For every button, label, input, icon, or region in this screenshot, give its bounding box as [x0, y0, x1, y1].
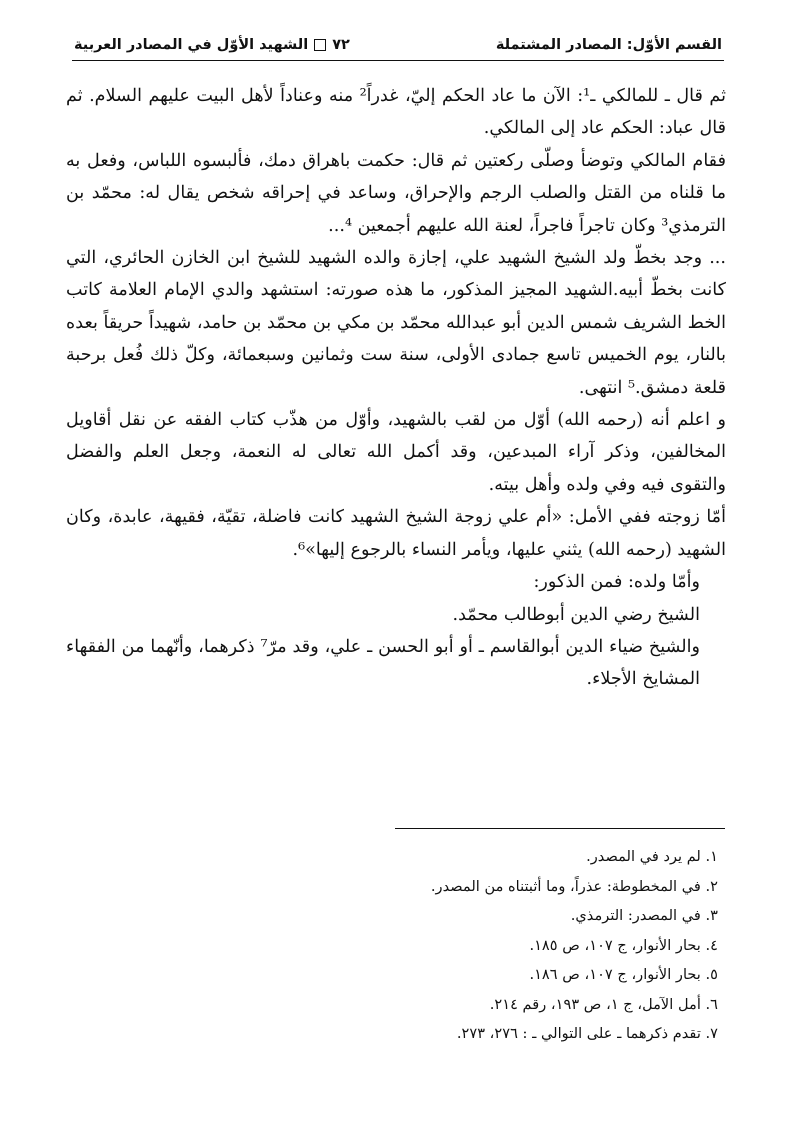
square-icon — [314, 39, 326, 51]
paragraph: ... وجد بخطّ ولد الشيخ الشهيد علي، إجازة والده الشهيد للشيخ ابن الخازن الحائري، التي كانت بخطّ أبيه.الشهيد المجيز المذكور، ما هذه صورته: استشهد والدي الإمام العلامة كاتب الخط الشريف شمس الدين أبو عبدالله محمّد بن مكي بن محمّد بن حامد، شهيداً حريقاً بعده بالنار، يوم الخميس تاسع جمادى الأولى، سنة ست وثمانين وسبعمائة، وكلّ ذلك فُعل برحبة قلعة دمشق.⁵ انتهى. — [66, 248, 726, 398]
page-number: ٧٢ — [332, 37, 350, 53]
footnote: ٣. في المصدر: الترمذي. — [570, 907, 718, 924]
footnote: ١. لم يرد في المصدر. — [586, 848, 718, 865]
paragraph: أمّا زوجته ففي الأمل: «أم علي زوجة الشيخ الشهيد كانت فاضلة، تقيّة، فقيهة، عابدة، وكان الشهيد (رحمه الله) يثني عليها، ويأمر النساء بالرجوع إليها»⁶. — [66, 507, 726, 560]
paragraph: و اعلم أنه (رحمه الله) أوّل من لقب بالشهيد، وأوّل من هذّب كتاب الفقه عن نقل أقاويل المخالفين، وذكر آراء المبدعين، وقد أكمل الله تعالى له النعمة، وجعل العلم والفضل والتقوى فيه وفي ولده وأهل بيته. — [66, 410, 726, 495]
header-divider — [72, 60, 724, 61]
footnote-divider — [395, 828, 725, 829]
list-item: والشيخ ضياء الدين أبوالقاسم ـ أو أبو الحسن ـ علي، وقد مرّ⁷ ذكرهما، وأنّهما من الفقهاء المشايخ الأجلاء. — [66, 636, 701, 690]
section-title: القسم الأوّل: المصادر المشتملة — [495, 37, 722, 53]
footnote: ٦. أمل الآمل، ج ١، ص ١٩٣، رقم ٢١٤. — [489, 995, 718, 1013]
list-item: الشيخ رضي الدين أبوطالب محمّد. — [452, 604, 700, 625]
footnote: ٢. في المخطوطة: عذراً، وما أثبتناه من المصدر. — [430, 877, 718, 895]
page-header — [74, 34, 722, 56]
footnote: ٥. بحار الأنوار، ج ١٠٧، ص ١٨٦. — [529, 966, 718, 983]
footnotes — [66, 842, 726, 1049]
footnote: ٤. بحار الأنوار، ج ١٠٧، ص ١٨٥. — [529, 936, 718, 954]
paragraph: وأمّا ولده: فمن الذكور: — [533, 572, 700, 593]
footnote: ٧. تقدم ذكرهما ـ على التوالي ـ : ٢٧٦، ٢٧٣. — [456, 1025, 718, 1042]
paragraph: فقام المالكي وتوضأ وصلّى ركعتين ثم قال: حكمت باهراق دمك، فألبسوه اللباس، وفعل به ما قلناه من القتل والصلب الرجم والإحراق، وساعد في إحراقه شخص يقال له: محمّد بن الترمذي³ وكان تاجراً فاجراً، لعنة الله عليهم أجمعين ⁴... — [66, 150, 726, 236]
book-title: الشهيد الأوّل في المصادر العربية — [74, 37, 309, 53]
header-right — [74, 37, 350, 53]
main-text — [66, 80, 726, 696]
paragraph: ثم قال ـ للمالكي ـ¹: الآن ما عاد الحكم إليّ، غدراً² منه وعناداً لأهل البيت عليهم السلام. ثم قال عباد: الحكم عاد إلى المالكي. — [66, 86, 727, 139]
